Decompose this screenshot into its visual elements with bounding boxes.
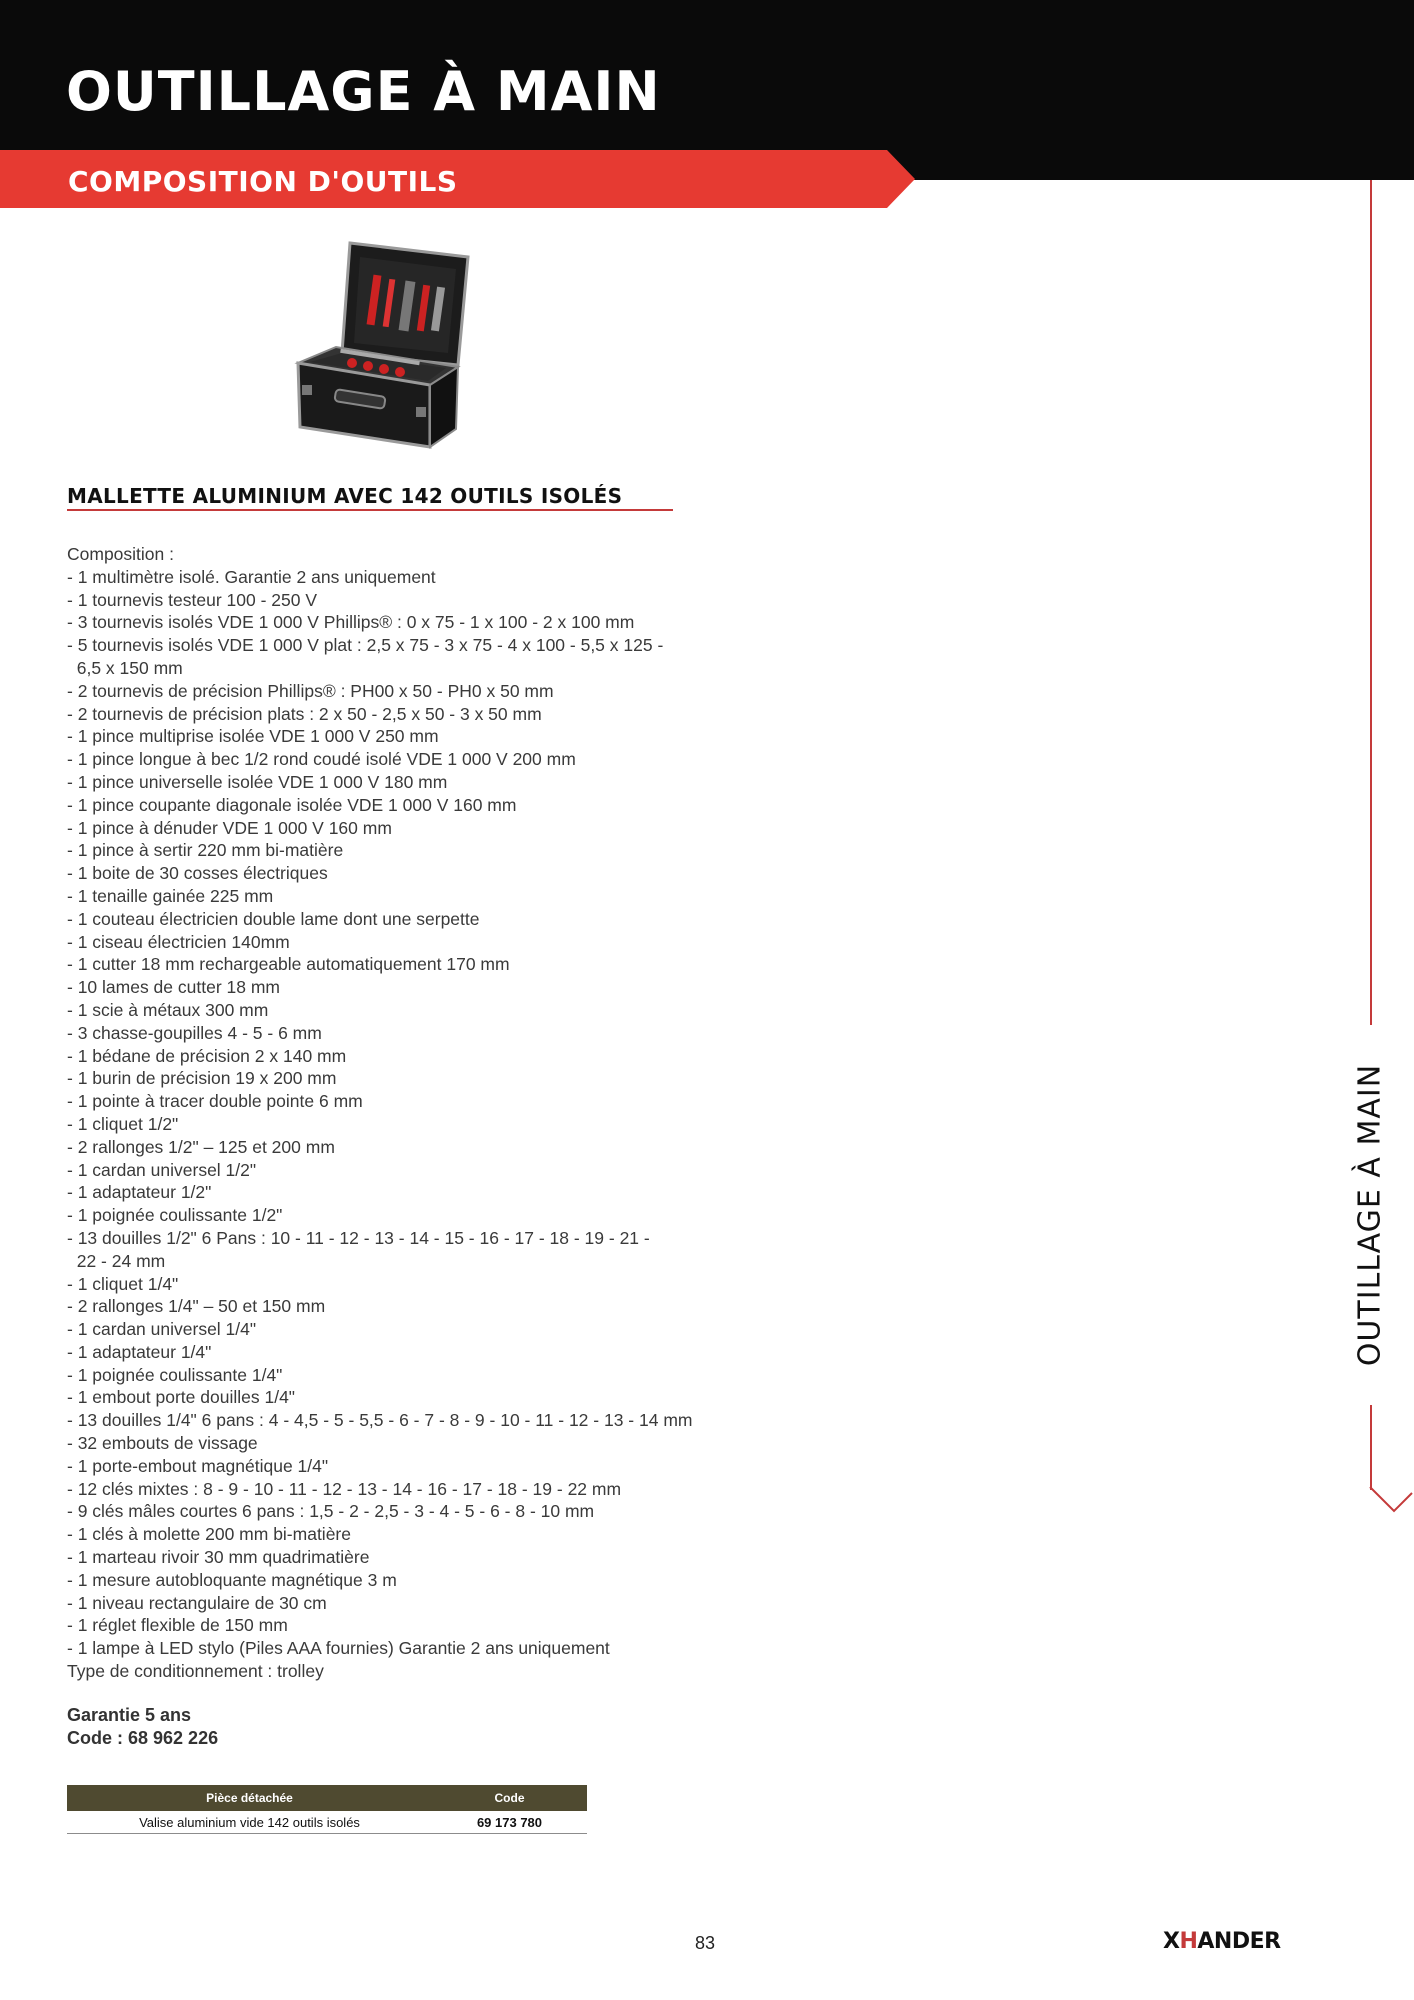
list-item: - 1 cliquet 1/4" <box>67 1273 179 1294</box>
side-title-text: OUTILLAGE À MAIN <box>1352 1063 1388 1367</box>
page-number: 83 <box>695 1933 716 1953</box>
list-item: - 1 mesure autobloquante magnétique 3 m <box>67 1569 397 1590</box>
list-item: - 2 rallonges 1/2" – 125 et 200 mm <box>67 1136 335 1157</box>
list-item: - 1 niveau rectangulaire de 30 cm <box>67 1592 327 1613</box>
part-code-cell: 69 173 780 <box>432 1811 587 1834</box>
list-item: - 2 rallonges 1/4" – 50 et 150 mm <box>67 1296 326 1317</box>
list-item: - 32 embouts de vissage <box>67 1433 258 1454</box>
product-name: MALLETTE ALUMINIUM AVEC 142 OUTILS ISOLÉS <box>67 484 623 508</box>
list-item: - 1 tenaille gainée 225 mm <box>67 885 274 906</box>
composition-list <box>67 543 707 1683</box>
spare-parts-table <box>67 1785 587 1834</box>
guarantee-block <box>67 1704 218 1750</box>
list-item: - 1 réglet flexible de 150 mm <box>67 1615 288 1636</box>
list-item: - 1 bédane de précision 2 x 140 mm <box>67 1045 347 1066</box>
section-subtitle: COMPOSITION D'OUTILS <box>68 165 458 198</box>
list-item: - 1 cliquet 1/2" <box>67 1113 179 1134</box>
list-item: - 1 adaptateur 1/4" <box>67 1341 212 1362</box>
side-divider-line <box>1370 180 1372 1025</box>
product-code: Code : 68 962 226 <box>67 1728 219 1748</box>
list-item: - 1 pince longue à bec 1/2 rond coudé isolé VDE 1 000 V 200 mm <box>67 749 576 770</box>
list-item: - 12 clés mixtes : 8 - 9 - 10 - 11 - 12 - 13 - 14 - 16 - 17 - 18 - 19 - 22 mm <box>67 1478 622 1499</box>
list-item: - 1 multimètre isolé. Garantie 2 ans uniquement <box>67 566 436 587</box>
list-item: - 2 tournevis de précision Phillips® : PH00 x 50 - PH0 x 50 mm <box>67 680 554 701</box>
list-item: - 13 douilles 1/4" 6 pans : 4 - 4,5 - 5 - 5,5 - 6 - 7 - 8 - 9 - 10 - 11 - 12 - 13 - 14 mm <box>67 1410 693 1431</box>
list-item: - 3 tournevis isolés VDE 1 000 V Phillips® : 0 x 75 - 1 x 100 - 2 x 100 mm <box>67 612 635 633</box>
guarantee-text: Garantie 5 ans <box>67 1705 192 1725</box>
list-item: - 1 cutter 18 mm rechargeable automatiquement 170 mm <box>67 954 510 975</box>
brand-logo: XHANDER <box>1163 1929 1281 1954</box>
list-item: - 1 scie à métaux 300 mm <box>67 999 269 1020</box>
list-item: - 1 couteau électricien double lame dont une serpette <box>67 908 480 929</box>
part-name-cell: Valise aluminium vide 142 outils isolés <box>67 1811 432 1834</box>
tool-case-icon <box>280 235 480 465</box>
page-title: OUTILLAGE À MAIN <box>66 60 661 123</box>
list-item: - 1 embout porte douilles 1/4" <box>67 1387 296 1408</box>
side-divider-line-bottom <box>1370 1405 1372 1490</box>
chevron-icon <box>1368 1485 1414 1519</box>
list-item: - 1 burin de précision 19 x 200 mm <box>67 1068 337 1089</box>
list-item: - 1 clés à molette 200 mm bi-matière <box>67 1524 351 1545</box>
list-item: - 1 pince à sertir 220 mm bi-matière <box>67 840 344 861</box>
list-item: - 1 cardan universel 1/4" <box>67 1319 257 1340</box>
list-item: - 13 douilles 1/2" 6 Pans : 10 - 11 - 12 - 13 - 14 - 15 - 16 - 17 - 18 - 19 - 21 - 22 - 24 mm <box>67 1227 650 1271</box>
list-item: - 1 pince à dénuder VDE 1 000 V 160 mm <box>67 817 392 838</box>
list-item: - 1 cardan universel 1/2" <box>67 1159 257 1180</box>
list-item: - 9 clés mâles courtes 6 pans : 1,5 - 2 - 2,5 - 3 - 4 - 5 - 6 - 8 - 10 mm <box>67 1501 595 1522</box>
list-item: - 1 adaptateur 1/2" <box>67 1182 212 1203</box>
list-item: - 1 pince universelle isolée VDE 1 000 V 180 mm <box>67 771 448 792</box>
product-name-underline <box>67 509 673 511</box>
list-item: - 1 tournevis testeur 100 - 250 V <box>67 589 317 610</box>
list-item: - 1 ciseau électricien 140mm <box>67 931 290 952</box>
table-header-row <box>67 1785 587 1811</box>
list-item: - 5 tournevis isolés VDE 1 000 V plat : 2,5 x 75 - 3 x 75 - 4 x 100 - 5,5 x 125 - 6,5 x 150 mm <box>67 635 664 678</box>
list-item: - 2 tournevis de précision plats : 2 x 50 - 2,5 x 50 - 3 x 50 mm <box>67 703 542 724</box>
composition-heading: Composition : <box>67 544 174 564</box>
list-item: - 3 chasse-goupilles 4 - 5 - 6 mm <box>67 1022 322 1043</box>
list-item: - 1 lampe à LED stylo (Piles AAA fournies) Garantie 2 ans uniquement <box>67 1638 610 1659</box>
list-item: - 1 pince coupante diagonale isolée VDE 1 000 V 160 mm <box>67 794 517 815</box>
list-item: - 1 boite de 30 cosses électriques <box>67 863 328 884</box>
list-item: - 10 lames de cutter 18 mm <box>67 977 280 998</box>
list-item: - 1 marteau rivoir 30 mm quadrimatière <box>67 1547 370 1568</box>
list-item: - 1 poignée coulissante 1/4" <box>67 1364 283 1385</box>
list-item: - 1 porte-embout magnétique 1/4" <box>67 1455 329 1476</box>
packaging-type: Type de conditionnement : trolley <box>67 1661 324 1682</box>
list-item: - 1 pince multiprise isolée VDE 1 000 V 250 mm <box>67 726 439 747</box>
list-item: - 1 pointe à tracer double pointe 6 mm <box>67 1091 363 1112</box>
column-header-part: Pièce détachée <box>67 1785 432 1811</box>
table-row <box>67 1811 587 1834</box>
column-header-code: Code <box>432 1785 587 1811</box>
list-item: - 1 poignée coulissante 1/2" <box>67 1205 283 1226</box>
